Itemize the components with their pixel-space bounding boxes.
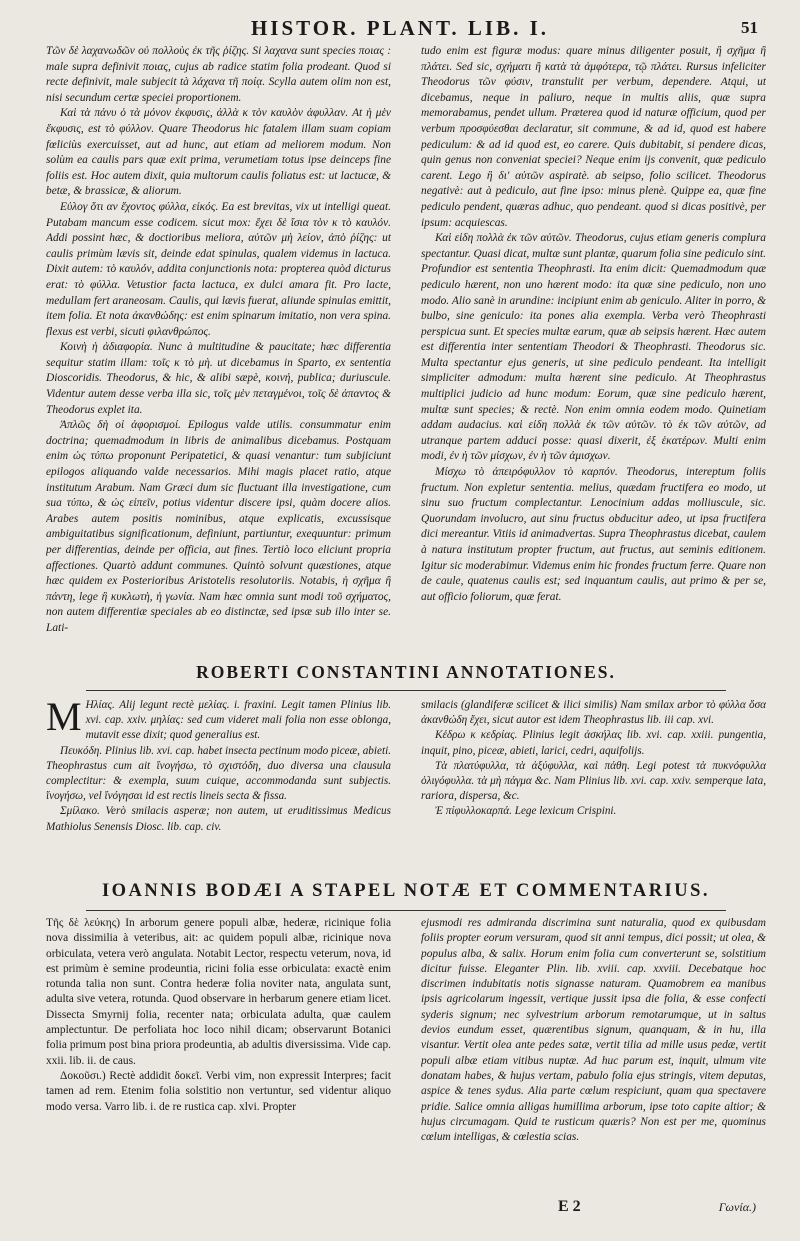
paragraph: smilacis (glandiferæ scilicet & ilici similis) Nam smilax arbor τὸ φύλλα ὅσα ἀκανθώδη ἔχει, sicut autor est idem Theophrastus lib. iii cap. xvi.	[421, 699, 766, 727]
commentary-heading: IOANNIS BODÆI A STAPEL NOTÆ ET COMMENTARIUS.	[101, 881, 711, 901]
page-number: 51	[741, 18, 758, 37]
paragraph: ejusmodi res admiranda discrimina sunt naturalia, quod ex quibusdam foliis propter eorum versuram, quod sit anni tempus, dici possit; ut olea, & populus alba, & salix. Horum enim folia cum converterunt se, solstitium dicitur fuisse. Eleganter Plin. lib. xviii. cap. xxviii. Decebatque hoc discrimen indubitatis notis signasse naturam. Quamobrem ea manibus ipsis agricolarum ingessit, vertique jussit ipsa die folia, & esse confecti syderis signum; nec sylvestrium arborum remotarumque, ut in saltus devios eundum esset, quærentibus signum, quanquam, & in hu, illa visantur. Vertit olea ante pedes satæ, vertit tilia ad mille usus pedæ, vertit populi albæ etiam vitibus nuptæ. Ad huc parum est, inquit, ulmum vite donatam habes, & hujus vertam, pabulo folia ejus stringis, vitem deputas, aspice & tenes sydus. Alia parte cœlum respiciunt, quam qua spectavere pridie. Salice omnia alligas humillima arborum, ipse toto capite altior; & hujus circumagam. Quid te rusticum quæris? Non est per me, quominus cœlum intelligas, & cœlestia scias.	[421, 917, 766, 1144]
paragraph: Τῶν δὲ λαχανωδῶν οὐ πολλοὺς ἐκ τῆς ῥίζης. Si λαχανα sunt species ποιας : male supra definivit ποιας, cujus ab radice statim folia prodeant. Quod si recte definivit, male subjecit tà λάχανα τῆ ποίᾳ. Scylla autem olim non est, nisi secundum certæ speciei proportionem.	[46, 45, 391, 104]
annotations-right-column	[421, 698, 766, 848]
catchword: Γωνία.)	[718, 1200, 756, 1214]
annotations-heading: ROBERTI CONSTANTINI ANNOTATIONES.	[196, 662, 616, 682]
paragraph: Ἐ πίφυλλοκαρπά. Lege lexicum Crispini.	[435, 805, 617, 818]
paragraph: Τὰ πλατύφυλλα, τὰ ἀξύφυλλα, καὶ πάθη. Legi potest τὰ πυκνόφυλλα ὀλιγόφυλλα. τὰ μὴ πάγμα &c. Nam Plinius lib. xvi. cap. xxiv. semperque lata, rariora, dispersa, &c.	[421, 759, 766, 803]
running-title: HISTOR. PLANT. LIB. I.	[250, 16, 550, 40]
paragraph: Πευκόδη. Plinius lib. xvi. cap. habet insecta pectinum modo piceæ, abieti. Theophrastus cum ait ἴνογήσω, τὸ σχιστόδη, duo diversa una clausula complectitur: & exempla, suum cuique, accommodanda sunt subjectis. ἴνογήσω, vel ἴνόγησαι id est rectis lineis secta & fissa.	[46, 744, 391, 803]
heading-rule	[86, 910, 726, 911]
heading-rule	[86, 690, 726, 691]
paragraph: Κέδρω κ κεδρίας. Plinius legit ἀσκήλας lib. xvi. cap. xxiii. pungentia, inquit, pino, piceæ, abieti, larici, cedri, aquifolijs.	[421, 729, 766, 757]
annotations-two-column-text	[46, 698, 766, 848]
annotations-left-column	[46, 698, 391, 848]
signature-mark: E 2	[558, 1198, 581, 1215]
commentary-right-column	[421, 916, 766, 1196]
paragraph: Ἀπλῶς δὴ οἱ ἀφορισμοί. Epilogus valde utilis. consummatur enim doctrina; quemadmodum in libris de animalibus dicebamus. Postquam enim ὡς τύπω proponunt Peripatetici, & quasi venantur: tum subjiciunt epilogos aliquando valde necessarios. Mihi magis placet ratio, atque institutum Arabum. Nam Græci dum sic fluctuant illa investigatione, cum sua τύπω, & ὡς εἰπεῖν, potius videntur discere ipsi, quàm docere alios. Arabes autem positis nominibus, atque explicatis, excussisque ambiguitatibus significationum, definiunt, partiuntur, exequuntur: primum per differentias, deinde per officia, aut fines. Tertiò loco eliciunt propria affectiones. Quartò addunt communes. Quintò solvunt quæstiones, atque hæc quidem ex Posterioribus Aristotelis resolutoriis. Notabis, ἡ σχῆμα ἢ πάντη, lege ἢ κυκλωτὴ, ἡ γωνία. Nam hæc omnia sunt modi τοῦ σχήματος, non autem differentiæ speciales ab eo distinctæ, sed ipsæ sub illo inter se. Lati-	[46, 419, 391, 634]
paragraph: Καὶ τὰ πάνυ ὁ τὰ μόνον ἐκφυσις, ἀλλὰ κ τὸν καυλὸν ἀφυλλαν. At ἡ μὲν ἔκφυσις, est τὸ φύλλον. Quare Theodorus hic fatalem illam suam copiam fœliciùs exercuisset, aut ad hunc, aut etiam ad meliorem modum. Non solùm ea caulis pars quæ exit prima, verumetiam totus ipse deinceps fine foliis est. Hoc autem dixit, quia multorum caulis foliatus est: ut lactucæ, & betæ, & brassicæ, & aliorum.	[46, 107, 391, 198]
top-right-column	[421, 44, 766, 638]
paragraph: Εὐλογ ὅτι αν ἔχοντος φύλλα, εἰκός. Ea est brevitas, vix ut intelligi queat. Putabam mancum esse codicem. sicut mox: ἔχει δὲ ἴσια τὸν κ τὸ καυλόν. Addi possint hæc, & doctioribus meliora, αὐτῶν μὴ λείον, ἀπὸ ῥίζης: ut caulis primùm lævis sit, deinde edat spinulas, qualem videmus in lactuca. Dixit autem: τὸ καυλόν, addita conjunctionis nota: propterea quòd dicturus erat: τὸ φύλλα. Vetustior facta lactuca, ex dulci amara fit. Pro lacte, medullam fert araneosam. Caulis, qui lævis fuerat, aliunde spinulas emittit, item folia. Et nota ἀκανθώδης: est enim spinarum imitatio, non vera spina. flexus est verbi, sicuti φιλανθρώπος.	[46, 200, 391, 338]
paragraph: Κοινὴ ἡ ἀδιαφορία. Nunc à multitudine & paucitate; hæc differentia sequitur statim illam: τοῖς κ τὸ μὴ. ut dicebamus in Sparto, ex sententia Dioscoridis. Theodorus, & hic, & alibi sæpè, κοινή, publica; duriuscule. Videntur autem desse verba illa sic, τοῖς μὲν πεταγμένοι, τοῖς δὲ ἀπαντος & Theodorus explet ita.	[46, 341, 391, 416]
paragraph: Σμίλακο. Verò smilacis asperæ; non autem, ut eruditissimus Medicus Mathiolus Senensis Diosc. lib. cap. civ.	[46, 805, 391, 833]
drop-cap-initial: M	[46, 698, 82, 739]
top-two-column-text	[46, 44, 766, 638]
paragraph: tudo enim est figuræ modus: quare minus diligenter posuit, ἢ σχῆμα ἢ πλάτει. Sed sic, σχήματι ἢ κατὰ τὰ ἀμφότερα, τῷ πλάτει. Rursus infeliciter Theodorus τῶν φύσιν, transtulit per verbum, dependere. Atqui, ut dicebamus, neque in paliuro, neque in multis aliis, quæ supra memorabamus, pendet ullum. Præterea quod id naturæ officium, quod per verbum προσφύεσθαι declaratur, sit commune, & ad id, quod est habere pediculum: & ad id quod est, eo carere. Quis dubitabit, si pendere dicas, quin genus non conveniat speciei? Neque enim ijs convenit, quæ pediculo carent. Lego ἢ δι' αὐτῶν aspiratè. ab seipso, folio scilicet. Theodorus negativè: aut à pediculo, aut fine ipso: minus plenè. Quippe ea, quæ fine pediculo pendent, quæras adhuc, quo pendeant. quod si dicas positivè, per ipsum: acquiescas.	[421, 45, 766, 229]
paragraph: Καὶ εἰδη πολλὰ ἐκ τῶν αὐτῶν. Theodorus, cujus etiam generis complura spectantur. Quasi dicat, multæ sunt plantæ, quarum folia sine pediculo sint. Profundior est sententia Theophrasti. Ita enim dicit: Quemadmodum quæ pediculo hærent, non uno hærent modo: ita quæ sine pediculo, non uno modo. Alio sanè in arundine: incipiunt enim ab geniculo. Aliter in porro, & bulbo, sine geniculo: ita pones alia exempla. Verba verò Theophrasti perspicua sunt. Et species multæ earum, quæ ab seipsis hærent. Hæc autem est differentia inter sententiam Theodori & Theophrasti. Theodorus sic. Multa spectantur ejus generis, ut sine pediculo pendeant. Ita intelligit simpliciter admodum: multa hærent sine pediculo. At Theophrastus multiplici judicio ad hunc modum: Eorum, quæ sine pediculo hærent, multæ sunt species; & rectè. Non enim omnia eodem modo. Quinetiam addam audacius. καὶ εἰδη πολλὰ ἐκ τῶν αὐτῶν. τὸ ἐκ τῶν αὐτῶν, ad utranque partem adduci posse: quasi dixerit, ἐξ ἑκατέρων. Multi enim modi, ἐν ἡ τῶν μίσχων, ἐν ἡ τῶν ἀμισχων.	[421, 232, 766, 463]
commentary-left-column	[46, 916, 391, 1196]
paragraph: Ηλίας. Alij legunt rectè μελίας. i. fraxini. Legit tamen Plinius lib. xvi. cap. xxiv. μηλίας: sed cum videret mali folia non esse oblonga, mutavit esse dixit; quod generalius est.	[85, 699, 391, 742]
commentary-two-column-text	[46, 916, 766, 1196]
paragraph: Τῆς δὲ λεύκης) In arborum genere populi albæ, hederæ, ricinique folia nova dissimilia à veteribus, ait: ac quidem populi albæ, ricinique nova orbiculata, vetera verò angulata. Notabit Lector, respectu veterum, nova, id est primùm è semine prodeuntia, ricini folia esse orbiculata: exactè enim rotunda talia non sunt. Contra hederæ folia noviter nata, angulata sunt, adulta sive vetera, rotunda. Quod observare in herbarum genere etiam licet. Dissecta Smyrnij folia, recenter nata; orbiculata adulta, quæ caulem amplectuntur. De perfoliata hoc loco nihil dicam; observarunt Botanici folia primum post bina priora prodeuntia, ab adultis diversissima. Vide cap. xxii. lib. ii. de caus.	[46, 917, 391, 1067]
paragraph: Μίσχω τὸ ἀπειρόφυλλον τὸ καρπόν. Theodorus, intereptum foliis fructum. Non expletur sententia. melius, quædam fructifera eo modo, ut sinu suo fructum complectantur. Lenocinium addas molliuscule, sic. Quorundam involucro, aut sinu fructus obducitur adeo, ut ipsa fructifera dici mereantur. Vitiis id animadvertas. Supra Theophrastus dicebat, caulem à natura institutum propter fructum, aut fructus, aut seminis editionem. Igitur sic moderabimur. Videmus enim hic frondes fructum ferre. Quare non de caule, quatenus caulis est; sed inquantum caulis, aut primo & per se, aut officio foliorum, quæ ferat.	[421, 466, 766, 603]
top-left-column	[46, 44, 391, 638]
paragraph: Δοκοῦσι.) Rectè addidit δοκεῖ. Verbi vim, non expressit Interpres; facit tamen ad rem. Etenim folia solstitio non vertuntur, sed videntur aliquo modo versa. Varro lib. i. de re rustica cap. xlvi. Propter	[46, 1069, 391, 1113]
